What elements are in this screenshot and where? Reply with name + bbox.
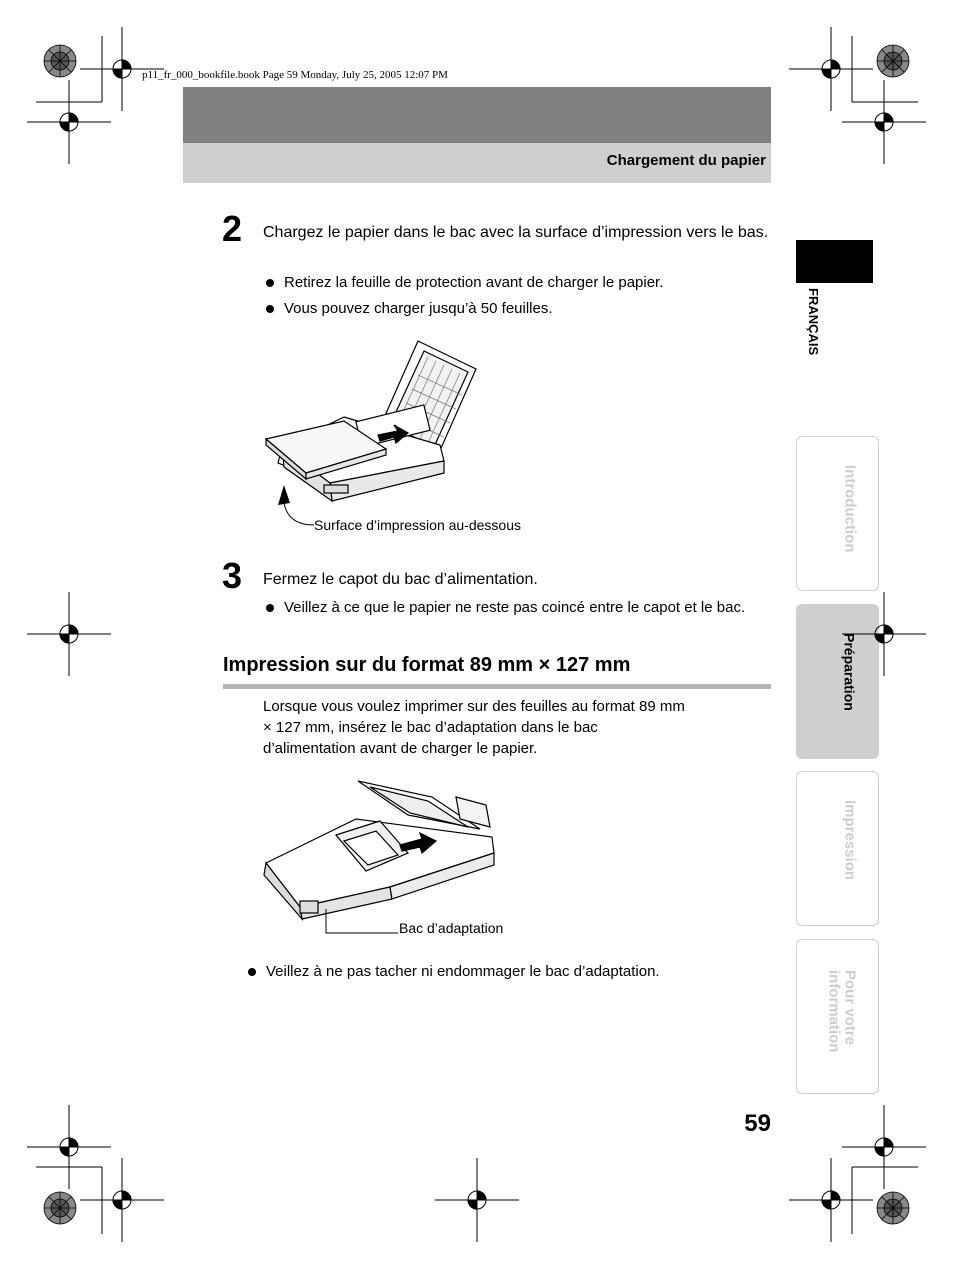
illustration-1-caption: Surface d’impression au-dessous [314,517,521,533]
step-2-number: 2 [222,208,243,249]
tab-label: Introduction [841,465,859,553]
page-number: 59 [744,1110,771,1137]
step-3-number: 3 [222,555,243,596]
bullet-text: Vous pouvez charger jusqu’à 50 feuilles. [284,300,553,317]
section-heading: Impression sur du format 89 mm × 127 mm [223,654,631,676]
tab-label: Préparation [841,633,858,711]
language-label: FRANÇAIS [806,288,821,356]
tab-label: Impression [841,800,859,881]
step-3-text: Fermez le capot du bac d’alimentation. [263,571,538,588]
tab-label: Pour votre information [825,970,859,1053]
step-2-text: Chargez le papier dans le bac avec la surface d’impression vers le bas. [263,224,769,241]
section-paragraph: Lorsque vous voulez imprimer sur des feuilles au format 89 mm × 127 mm, insérez le bac d’adaptation dans le bac d’alimentation avant de charger le papier. [263,698,685,757]
illustration-2-caption: Bac d’adaptation [399,920,504,936]
bullet-text: Veillez à ne pas tacher ni endommager le bac d’adaptation. [266,963,660,980]
print-info: p11_fr_000_bookfile.book Page 59 Monday, July 25, 2005 12:07 PM [142,69,448,81]
bullet-text: Veillez à ce que le papier ne reste pas coincé entre le capot et le bac. [284,599,746,616]
bullet-text: Retirez la feuille de protection avant de charger le papier. [284,274,664,291]
section-title: Chargement du papier [606,152,766,169]
